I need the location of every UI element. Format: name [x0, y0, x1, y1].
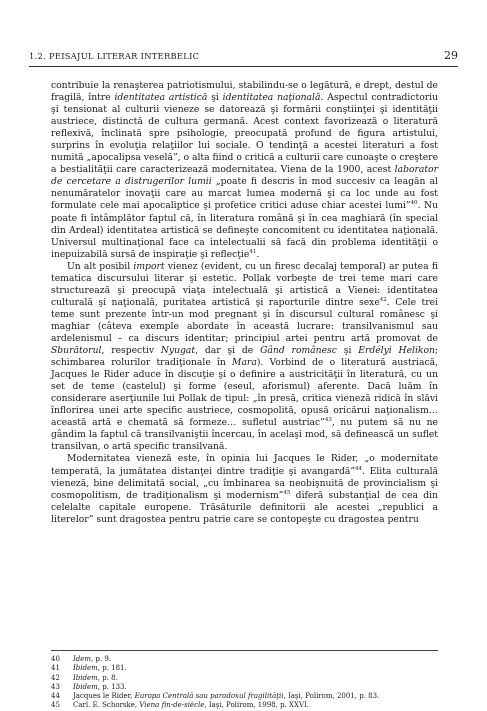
text-run: . — [256, 248, 260, 260]
page-number: 29 — [444, 49, 458, 62]
italic-text: Sburătorul — [51, 345, 102, 357]
footnote-ref: 40 — [410, 200, 418, 207]
footnote — [51, 674, 438, 683]
italic-text: Idem — [73, 655, 92, 663]
text-run: , respectiv — [101, 345, 161, 357]
text-run: contribuie la renaşterea patriotismului, stabilindu-se o legătură, e drept, destul de fragilă, între — [51, 80, 438, 104]
text-run: ; schimbarea rolurilor tradiţionale în — [51, 345, 439, 369]
footnote — [51, 701, 438, 710]
text-run: şi — [207, 92, 223, 104]
footnote-ref: 45 — [283, 489, 291, 496]
text-run: . Nu poate fi întâmplător faptul că, în literatura română şi în cea maghiară (în special din Ardeal) identitatea artistică se defineşte concomitent cu identitatea naţională. Universul multinaţional face ca intelectualii să facă din problema identităţii o inepuizabilă sursă de inspiraţie şi reflecţie — [51, 200, 438, 260]
footnote — [51, 664, 438, 673]
footnote-ref: 41 — [249, 248, 257, 255]
footnote-number: 43 — [51, 682, 60, 691]
text-run: „poate fi descris în mod succesiv ca leagăn al nenumăratelor inovaţii care au marcat lumea modernă şi ca loc unde au fost formulate cele mai apocaliptice şi profetice critici aduse chiar acestei lumi” — [51, 176, 438, 212]
footnote-ref: 42 — [379, 296, 387, 303]
text-run: , Iaşi, Polirom, 2001, p. 83. — [283, 692, 380, 701]
italic-text: laborator de cercetare a distrugerilor lumii — [51, 164, 438, 188]
text-run: , dar şi de — [195, 345, 261, 357]
italic-text: Mara — [232, 357, 257, 369]
text-run: Jacques le Rider, — [73, 692, 135, 701]
italic-text: Nyugat — [160, 345, 196, 357]
text-run: , nu putem să nu ne gândim la faptul că transilvaniştii încercau, în acelaşi mod, să definească un suflet transilvan, o artă specific transilvană. — [51, 417, 438, 453]
text-run: Carl. E. Schorske, — [73, 701, 140, 710]
footnote-number: 40 — [51, 655, 60, 663]
text-run: ). Vorbind de o literatură austriacă, Jacques le Rider aduce în discuţie şi o definire a austricităţii în literatură, cu un set de teme (castelul) şi forme (eseul, aforismul) aferente. Dacă luăm în considerare aserţiunile lui Pollak de tipul: „în presă, critica vieneză ridică în slăvi înflorirea unei arte specific austriece, cosmopolită, opusă oricărui naţionalism… această artă e chemată să formeze… sufletul austriac” — [51, 357, 439, 429]
text-run: diferă substanţial de cea din celelalte capitale europene. Trăsăturile definitorii ale acestei „republici a literelor” sunt dragostea pentru patrie care se contopeşte cu dragostea pentru — [51, 489, 438, 525]
text-run: , p. 133. — [97, 682, 127, 691]
footnote-ref: 44 — [355, 465, 363, 472]
footnote-text — [73, 701, 309, 710]
header-rule — [29, 66, 458, 67]
text-run: şi — [336, 345, 359, 357]
paragraph — [51, 261, 438, 454]
text-run: , p. 8. — [97, 673, 118, 682]
italic-text: identitatea naţională — [222, 92, 321, 104]
footnote-separator — [51, 650, 438, 651]
italic-text: Viena fin-de-siècle — [139, 701, 205, 710]
text-run: . Cele trei teme sunt prezente într-un mod pregnant şi în discursul cultural românesc şi maghiar (câteva exemple abordate în această lucrare: transilvanismul sau ardelenismul – ca discurs identitar; principiul artei pentru artă promovat de — [51, 296, 438, 344]
italic-text: import — [133, 260, 165, 272]
footnote-number: 45 — [51, 701, 60, 710]
text-run: , p. 9. — [91, 655, 112, 663]
text-run: Modernitatea vieneză este, în opinia lui Jacques le Rider, „o modernitate temperată, la jumătatea distanţei dintre tradiţie şi avangardă” — [51, 453, 438, 477]
footnote — [51, 655, 438, 664]
footnote-text — [73, 655, 111, 664]
text-run: . Aspectul contradictoriu şi tensionat al culturii vieneze se datorează şi formării conştiinţei şi identităţii austriece, distinctă de cultura germană. Acest context favorizează o literatură reflexivă, înclinată spre psihologie, preocupată profund de figura artistului, surprins în evoluţia relaţiilor lui sociale. O tendinţă a acestei literaturi a fost numită „apocalipsa veselă”, o alta fiind o critică a culturii care cunoaşte o creştere a bestialităţii care caracterizează modernitatea. Viena de la 1900, acest — [51, 92, 438, 176]
paragraph — [51, 453, 438, 525]
running-title: 1.2. PEISAJUL LITERAR INTERBELIC — [29, 51, 200, 61]
italic-text: Erdélyi Helikon — [358, 345, 435, 357]
footnote-number: 44 — [51, 692, 60, 701]
italic-text: Ibidem — [73, 664, 98, 673]
footnote-number: 42 — [51, 673, 60, 682]
text-run: , p. 181. — [97, 664, 127, 673]
footnote-text — [73, 664, 127, 673]
italic-text: Europa Centrală sau paradoxul fragilităţii — [134, 692, 284, 701]
text-run: Un alt posibil — [67, 260, 134, 272]
running-header — [29, 49, 458, 65]
text-run: , Iaşi, Polirom, 1998, p. XXVI. — [204, 701, 310, 710]
italic-text: Ibidem — [73, 673, 98, 682]
text-run: . Elita culturală vieneză, bine delimitată social, „cu îmbinarea sa neobişnuită de provincialism şi cosmopolitism, de tradiţionalism şi modernism” — [51, 465, 438, 501]
footnote — [51, 683, 438, 692]
italic-text: Gând românesc — [260, 345, 337, 357]
paragraph — [51, 80, 438, 261]
footnotes — [51, 655, 438, 711]
body-text — [51, 80, 438, 526]
text-run: vienez (evident, cu un firesc decalaj temporal) ar putea fi tematica discursului literar şi estetic. Pollak vorbeşte de trei teme mari care structurează şi preocupă viaţa intelectuală şi artistică a Vienei: identitatea culturală şi naţională, puritatea artistică şi raporturile dintre sexe — [51, 260, 438, 308]
footnote-ref: 43 — [324, 417, 332, 424]
footnote-text — [73, 674, 118, 683]
italic-text: Ibidem — [73, 682, 98, 691]
footnote-number: 41 — [51, 664, 60, 673]
italic-text: identitatea artistică — [114, 92, 208, 104]
footnote-text — [73, 683, 127, 692]
